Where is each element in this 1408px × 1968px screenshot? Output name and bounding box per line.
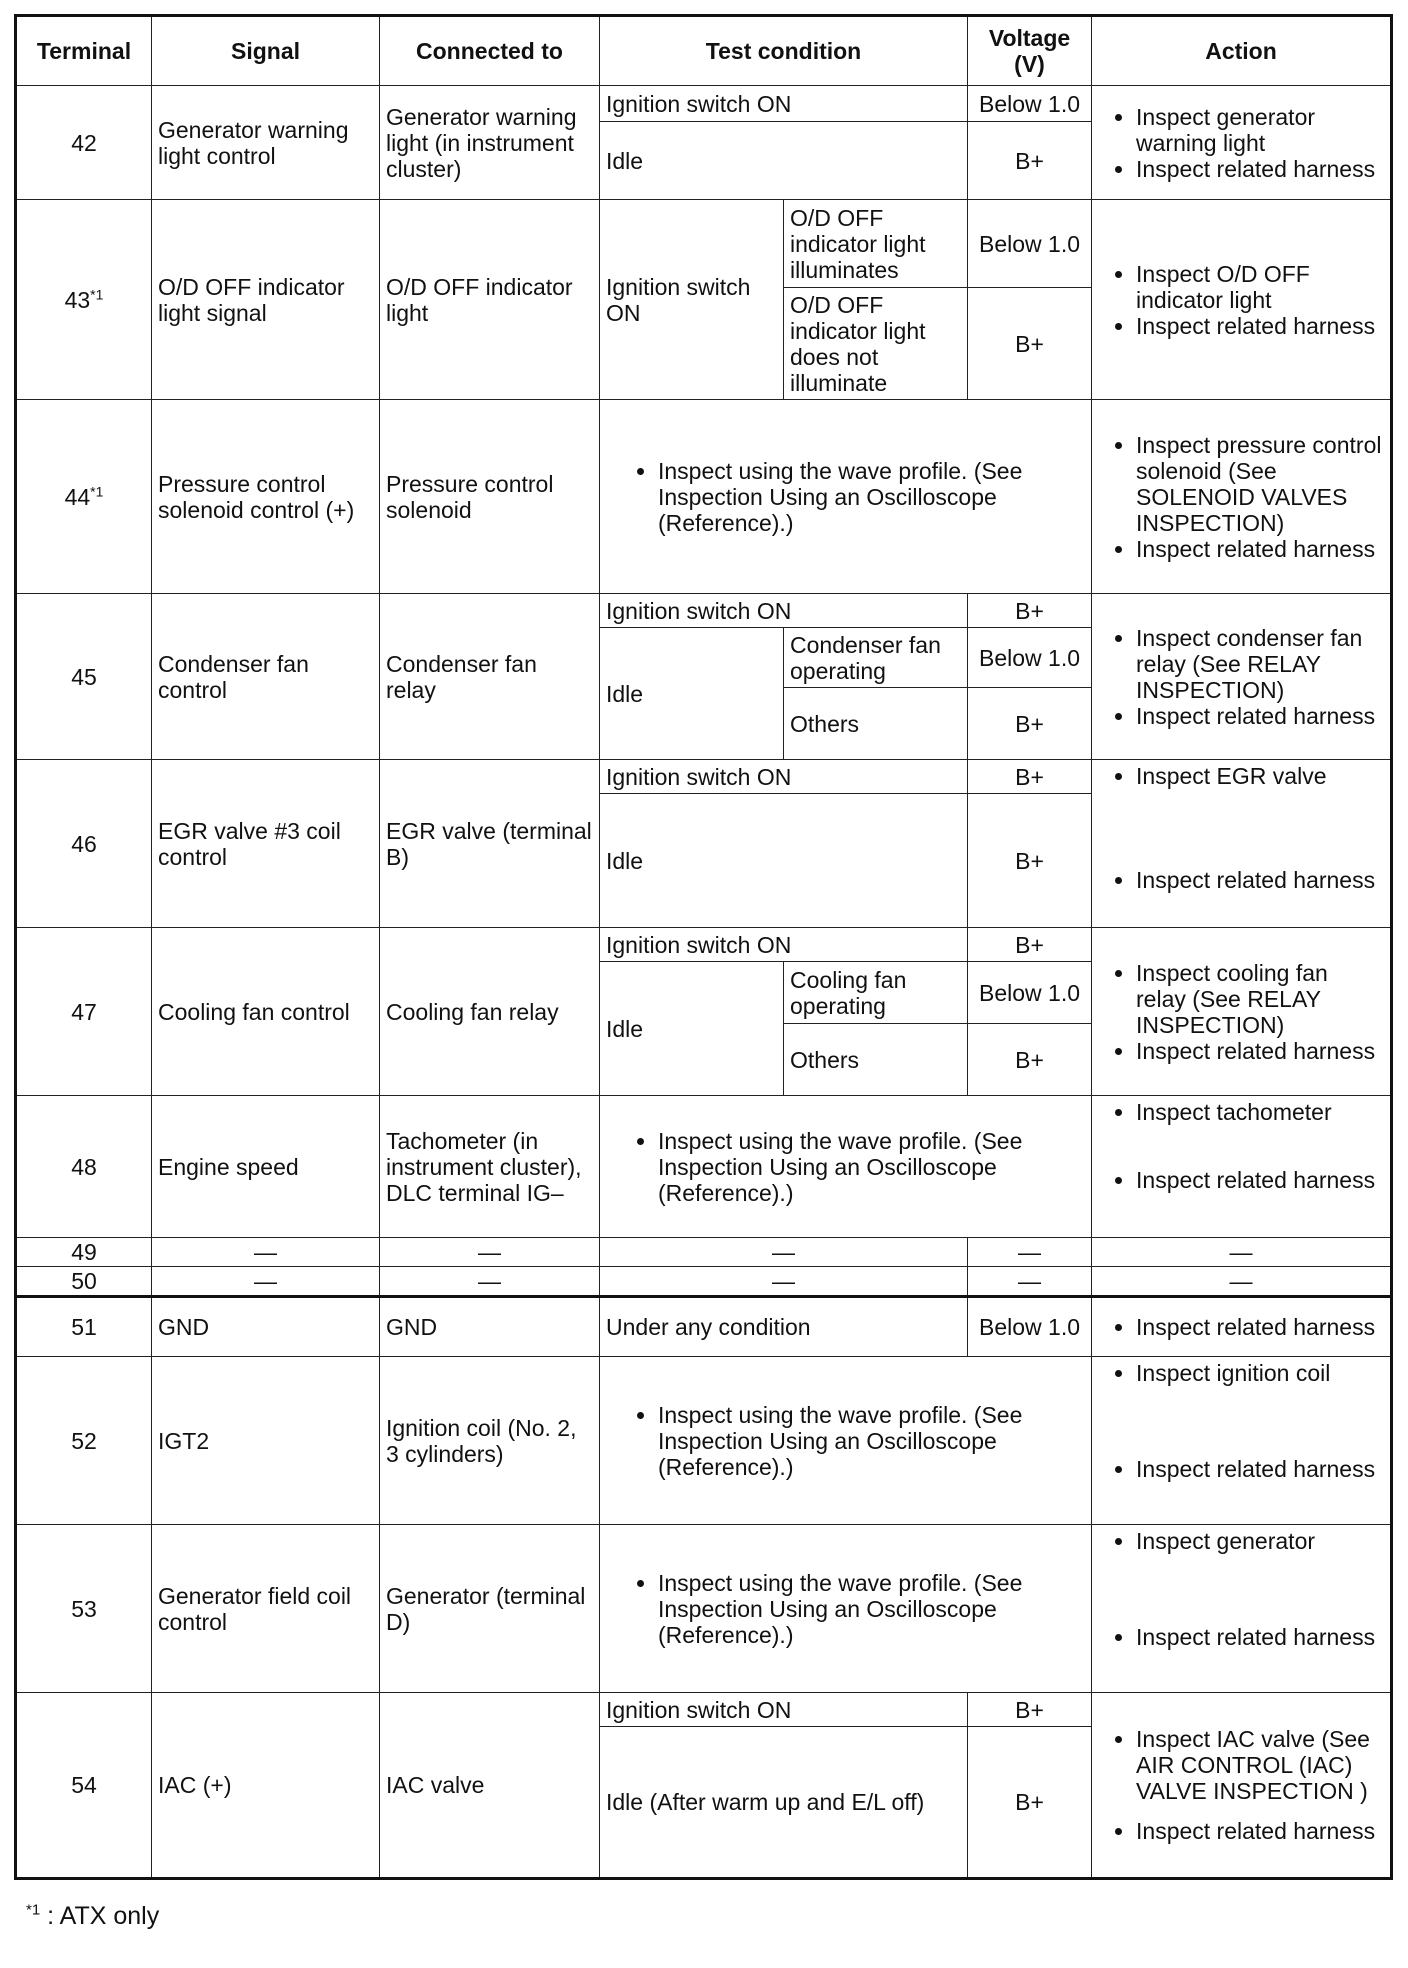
table-row — [16, 200, 1392, 288]
atx-footnote-mark: *1 — [90, 482, 104, 499]
wave-profile-note: • Inspect using the wave profile. (See Inspection Using an Oscilloscope (Reference).) — [658, 1570, 1085, 1648]
test-condition-cell: Ignition switch ON — [600, 200, 784, 400]
header-terminal: Terminal — [16, 16, 152, 86]
connected-to-cell: Generator warning light (in instrument cluster) — [380, 86, 600, 200]
voltage-cell: — — [968, 1267, 1092, 1297]
table-row — [16, 1297, 1392, 1357]
table-row — [16, 86, 1392, 122]
signal-cell: Cooling fan control — [152, 928, 380, 1096]
terminal-number: 49 — [16, 1238, 152, 1267]
footnote-text: : ATX only — [47, 1902, 160, 1930]
signal-cell: — — [152, 1238, 380, 1267]
action-cell — [1092, 928, 1392, 1096]
test-sub-condition-cell: Others — [784, 1024, 968, 1096]
action-cell — [1092, 1525, 1392, 1693]
action-item: • Inspect related harness — [1136, 1167, 1384, 1193]
action-item: • Inspect IAC valve (See AIR CONTROL (IAC) VALVE INSPECTION ) — [1136, 1726, 1384, 1804]
atx-footnote-mark: *1 — [90, 285, 104, 302]
test-sub-condition-cell: Cooling fan operating — [784, 962, 968, 1024]
table-row — [16, 1267, 1392, 1297]
header-voltage: Voltage (V) — [968, 16, 1092, 86]
table-row — [16, 1357, 1392, 1525]
connected-to-cell: Condenser fan relay — [380, 594, 600, 760]
voltage-cell: B+ — [968, 794, 1092, 928]
wave-profile-cell — [600, 400, 1092, 594]
signal-cell: Generator warning light control — [152, 86, 380, 200]
connected-to-cell: — — [380, 1267, 600, 1297]
voltage-cell: Below 1.0 — [968, 1297, 1092, 1357]
connected-to-cell: GND — [380, 1297, 600, 1357]
signal-cell: Generator field coil control — [152, 1525, 380, 1693]
action-item: • Inspect related harness — [1136, 1818, 1384, 1844]
test-condition-cell: Idle — [600, 628, 784, 760]
connected-to-cell: Cooling fan relay — [380, 928, 600, 1096]
terminal-number-text: 44 — [64, 483, 91, 510]
connected-to-cell: Pressure control solenoid — [380, 400, 600, 594]
action-cell: — — [1092, 1267, 1392, 1297]
test-sub-condition-cell: Condenser fan operating — [784, 628, 968, 688]
action-item: • Inspect ignition coil — [1136, 1360, 1384, 1386]
voltage-cell: B+ — [968, 1693, 1092, 1727]
signal-cell: — — [152, 1267, 380, 1297]
voltage-cell: B+ — [968, 688, 1092, 760]
test-condition-cell: Ignition switch ON — [600, 1693, 968, 1727]
action-item: • Inspect related harness — [1136, 1314, 1384, 1340]
action-cell — [1092, 86, 1392, 200]
action-item: • Inspect related harness — [1136, 1456, 1384, 1482]
signal-cell: EGR valve #3 coil control — [152, 760, 380, 928]
action-item: • Inspect generator — [1136, 1528, 1384, 1554]
table-row — [16, 1525, 1392, 1693]
voltage-cell: B+ — [968, 288, 1092, 400]
terminal-number: 51 — [16, 1297, 152, 1357]
action-item: • Inspect related harness — [1136, 156, 1384, 182]
footnote — [26, 1902, 159, 1931]
test-condition-cell: Under any condition — [600, 1297, 968, 1357]
wave-profile-note: • Inspect using the wave profile. (See Inspection Using an Oscilloscope (Reference).) — [658, 1402, 1085, 1480]
terminal-number: 53 — [16, 1525, 152, 1693]
action-cell — [1092, 200, 1392, 400]
table-row — [16, 400, 1392, 594]
voltage-cell: B+ — [968, 1727, 1092, 1879]
action-item: • Inspect condenser fan relay (See RELAY INSPECTION) — [1136, 625, 1384, 703]
terminal-number-text: 43 — [64, 286, 91, 313]
connected-to-cell: EGR valve (terminal B) — [380, 760, 600, 928]
action-item: • Inspect O/D OFF indicator light — [1136, 261, 1384, 313]
action-cell — [1092, 1096, 1392, 1238]
voltage-cell: B+ — [968, 1024, 1092, 1096]
test-condition-cell: Ignition switch ON — [600, 594, 968, 628]
action-item: • Inspect related harness — [1136, 536, 1384, 562]
signal-cell: Engine speed — [152, 1096, 380, 1238]
test-condition-cell: Idle (After warm up and E/L off) — [600, 1727, 968, 1879]
action-item: • Inspect generator warning light — [1136, 104, 1384, 156]
terminal-inspection-table-sheet — [14, 14, 1390, 1880]
header-test-condition: Test condition — [600, 16, 968, 86]
wave-profile-note: • Inspect using the wave profile. (See Inspection Using an Oscilloscope (Reference).) — [658, 458, 1085, 536]
table-row — [16, 760, 1392, 794]
action-cell — [1092, 594, 1392, 760]
connected-to-cell: — — [380, 1238, 600, 1267]
connected-to-cell: O/D OFF indicator light — [380, 200, 600, 400]
test-condition-cell: — — [600, 1238, 968, 1267]
terminal-number — [16, 400, 152, 594]
action-item: • Inspect tachometer — [1136, 1099, 1384, 1125]
connected-to-cell: Ignition coil (No. 2, 3 cylinders) — [380, 1357, 600, 1525]
connected-to-cell: IAC valve — [380, 1693, 600, 1879]
signal-cell: GND — [152, 1297, 380, 1357]
table-row — [16, 928, 1392, 962]
action-cell — [1092, 1693, 1392, 1879]
test-condition-cell: Ignition switch ON — [600, 760, 968, 794]
terminal-number — [16, 200, 152, 400]
action-item: • Inspect related harness — [1136, 703, 1384, 729]
footnote-mark: *1 — [26, 1901, 41, 1919]
action-cell — [1092, 1297, 1392, 1357]
terminal-number: 45 — [16, 594, 152, 760]
action-cell — [1092, 760, 1392, 928]
voltage-cell: B+ — [968, 928, 1092, 962]
action-item: • Inspect EGR valve — [1136, 763, 1384, 789]
action-item: • Inspect related harness — [1136, 867, 1384, 893]
voltage-cell: B+ — [968, 760, 1092, 794]
signal-cell: IGT2 — [152, 1357, 380, 1525]
test-sub-condition-cell: O/D OFF indicator light illuminates — [784, 200, 968, 288]
terminal-number: 48 — [16, 1096, 152, 1238]
action-item: • Inspect pressure control solenoid (See SOLENOID VALVES INSPECTION) — [1136, 432, 1384, 536]
voltage-cell: Below 1.0 — [968, 962, 1092, 1024]
test-condition-cell: Idle — [600, 962, 784, 1096]
action-item: • Inspect related harness — [1136, 1624, 1384, 1650]
voltage-cell: Below 1.0 — [968, 200, 1092, 288]
table-row — [16, 1238, 1392, 1267]
voltage-cell: B+ — [968, 122, 1092, 200]
table-row — [16, 1096, 1392, 1238]
terminal-number: 47 — [16, 928, 152, 1096]
terminal-number: 42 — [16, 86, 152, 200]
terminal-number: 50 — [16, 1267, 152, 1297]
terminal-number: 52 — [16, 1357, 152, 1525]
terminal-number: 46 — [16, 760, 152, 928]
action-cell — [1092, 1357, 1392, 1525]
connected-to-cell: Tachometer (in instrument cluster), DLC terminal IG– — [380, 1096, 600, 1238]
test-condition-cell: — — [600, 1267, 968, 1297]
wave-profile-cell — [600, 1525, 1092, 1693]
test-condition-cell: Ignition switch ON — [600, 86, 968, 122]
test-condition-cell: Idle — [600, 122, 968, 200]
header-action: Action — [1092, 16, 1392, 86]
test-condition-cell: Ignition switch ON — [600, 928, 968, 962]
action-item: • Inspect related harness — [1136, 1038, 1384, 1064]
wave-profile-note: • Inspect using the wave profile. (See Inspection Using an Oscilloscope (Reference).) — [658, 1128, 1085, 1206]
test-sub-condition-cell: O/D OFF indicator light does not illuminate — [784, 288, 968, 400]
connected-to-cell: Generator (terminal D) — [380, 1525, 600, 1693]
action-cell: — — [1092, 1238, 1392, 1267]
signal-cell: IAC (+) — [152, 1693, 380, 1879]
voltage-cell: Below 1.0 — [968, 628, 1092, 688]
voltage-cell: — — [968, 1238, 1092, 1267]
table-row — [16, 1693, 1392, 1727]
signal-cell: Pressure control solenoid control (+) — [152, 400, 380, 594]
action-item: • Inspect cooling fan relay (See RELAY INSPECTION) — [1136, 960, 1384, 1038]
voltage-cell: Below 1.0 — [968, 86, 1092, 122]
header-row — [16, 16, 1392, 86]
terminal-inspection-table — [14, 14, 1393, 1880]
wave-profile-cell — [600, 1096, 1092, 1238]
terminal-number: 54 — [16, 1693, 152, 1879]
action-item: • Inspect related harness — [1136, 313, 1384, 339]
signal-cell: O/D OFF indicator light signal — [152, 200, 380, 400]
test-sub-condition-cell: Others — [784, 688, 968, 760]
header-connected-to: Connected to — [380, 16, 600, 86]
action-cell — [1092, 400, 1392, 594]
voltage-cell: B+ — [968, 594, 1092, 628]
test-condition-cell: Idle — [600, 794, 968, 928]
signal-cell: Condenser fan control — [152, 594, 380, 760]
header-signal: Signal — [152, 16, 380, 86]
table-row — [16, 594, 1392, 628]
wave-profile-cell — [600, 1357, 1092, 1525]
